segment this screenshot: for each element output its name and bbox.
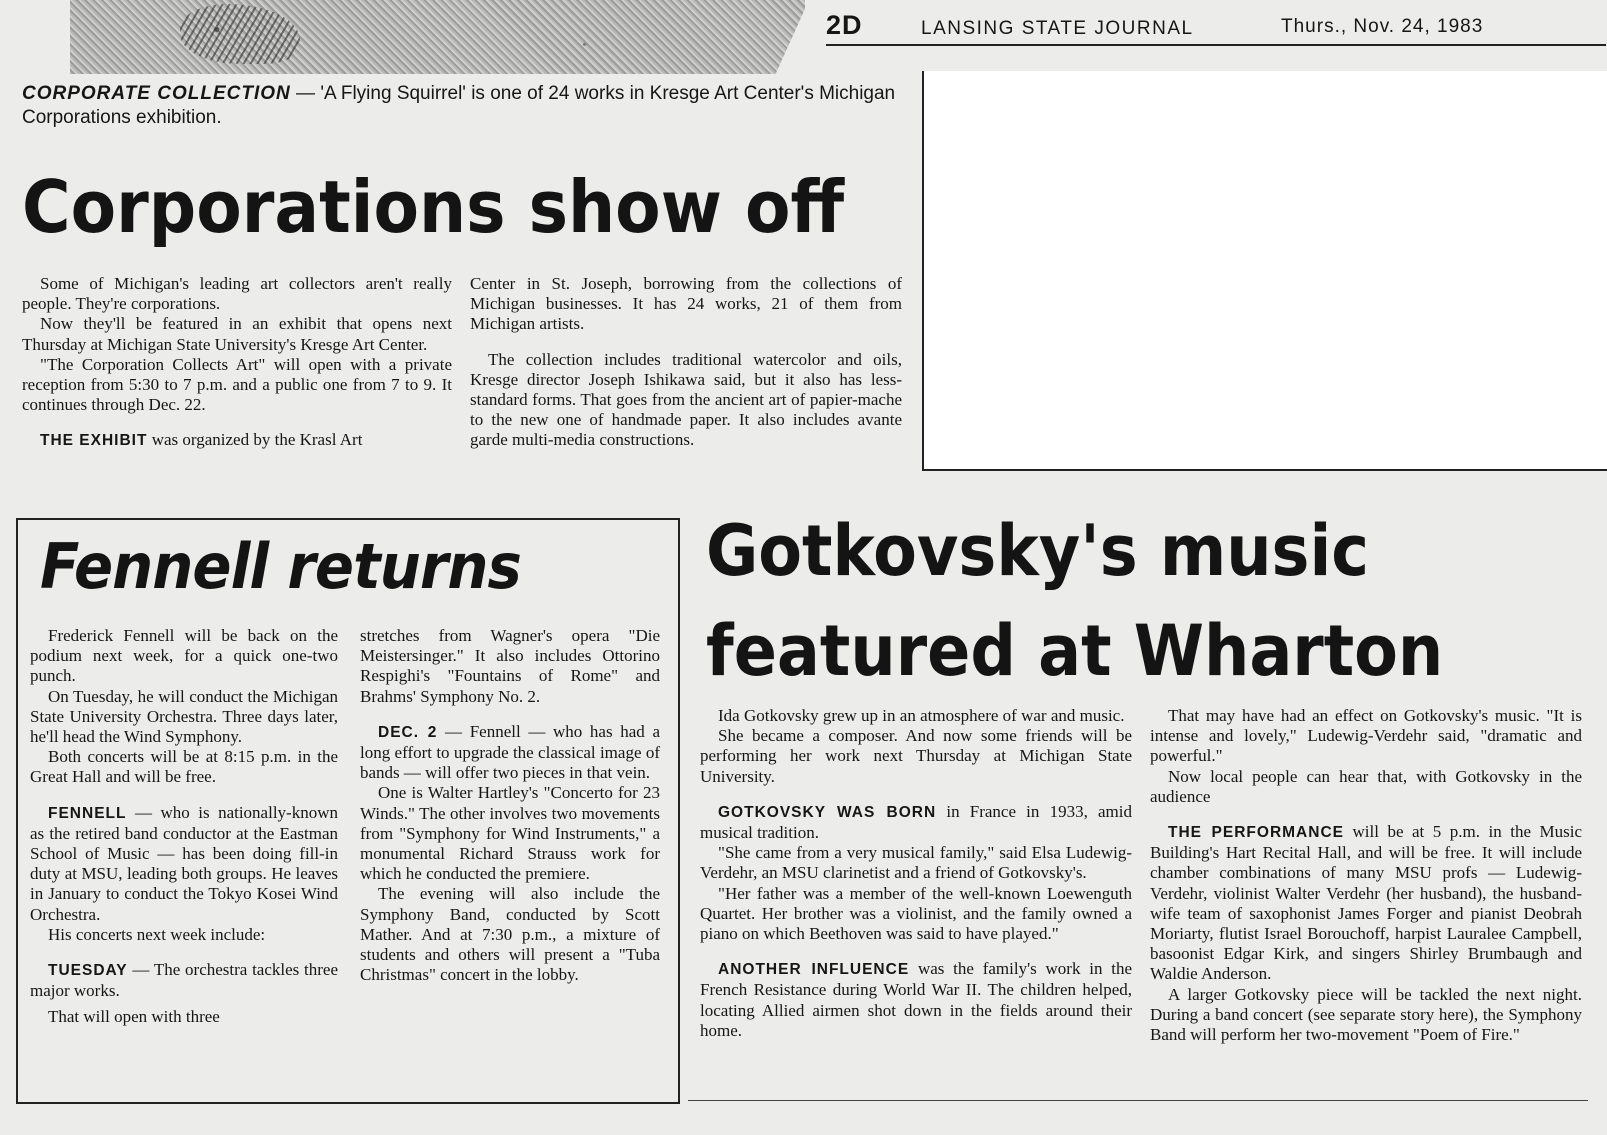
paragraph-text: was organized by the Krasl Art [147,430,363,450]
issue-date: Thurs., Nov. 24, 1983 [1281,16,1484,37]
gotkovsky-column-2 [1150,706,1582,1045]
gotkovsky-column-1 [700,706,1132,1041]
lead-in: THE EXHIBIT [40,432,148,450]
paragraph: "She came from a very musical family," said Elsa Ludewig-Verdehr, an MSU clarinetist and a friend of Gotkovsky's. [700,843,1132,883]
paragraph: His concerts next week include: [48,924,266,944]
paragraph: Frederick Fennell will be back on the podium next week, for a quick one-two punch. [30,626,338,686]
paragraph: "The Corporation Collects Art" will open with a private reception from 5:30 to 7 p.m. and a public one from 7 to 9. It continues through Dec. 22. [22,354,452,415]
paragraph: The evening will also include the Symphony Band, conducted by Scott Mather. And at 7:30 p.m., a mixture of students and others will present a "Tuba Christmas" concert in the lobby. [360,884,660,985]
paragraph [30,803,338,925]
headline-fennell: Fennell returns [40,530,521,603]
bottom-rule [688,1100,1588,1101]
paragraph: She became a composer. And now some friends will be performing her work next Thursday at Michigan State University. [700,726,1132,786]
paragraph: The collection includes traditional watercolor and oils, Kresge director Joseph Ishikawa said, but it also has less-standard forms. That goes from the ancient art of papier-mache to the new one of handmade paper. It also includes avante garde multi-media constructions. [470,349,902,450]
paragraph: Some of Michigan's leading art collectors aren't really people. They're corporations. [22,274,452,314]
paragraph [30,960,338,1001]
paragraph: That will open with three [48,1007,220,1027]
paragraph: stretches from Wagner's opera "Die Meistersinger." It also includes Ottorino Respighi's "Fountains of Rome" and Brahms' Symphony No. 2. [360,626,660,706]
corporations-column-1 [22,274,452,452]
paragraph-text: was the family's work in the French Resistance during World War II. The children helped, locating Allied airmen shot down in the fields around their home. [700,959,1132,1040]
headline-corporations: Corporations show off [22,165,845,249]
squirrel-artwork-icon [180,4,300,64]
paragraph: A larger Gotkovsky piece will be tackled the next night. During a band concert (see separate story here), the Symphony Band will perform her two-movement "Poem of Fire." [1150,984,1582,1045]
paragraph: "Her father was a member of the well-known Loewenguth Quartet. Her brother was a violinist, and the family owned a piano on which Beethoven was said to have played." [700,883,1132,944]
paragraph-text: — The orchestra tackles three major works. [30,960,338,1001]
headline-gotkovsky-line-2: featured at Wharton [706,610,1444,692]
paragraph: Ida Gotkovsky grew up in an atmosphere of war and music. [718,706,1125,725]
lead-in: THE PERFORMANCE [1168,824,1344,842]
photo-caption [22,82,902,130]
paragraph: That may have had an effect on Gotkovsky's music. "It is intense and lovely," Ludewig-Verdehr said, "dramatic and powerful." [1150,706,1582,766]
paragraph-text: in France in 1933, amid musical tradition. [700,801,1132,843]
lead-in: DEC. 2 [378,723,438,741]
paragraph [700,959,1132,1041]
caption-text: — 'A Flying Squirrel' is one of 24 works in Kresge Art Center's Michigan Corporations exhibition. [22,83,896,128]
fennell-column-1 [30,626,338,1028]
publication-name: LANSING STATE JOURNAL [921,18,1194,39]
lead-in: ANOTHER INFLUENCE [718,961,910,979]
fennell-column-2 [360,626,660,985]
paragraph [360,722,660,784]
paragraph-text: — who is nationally-known as the retired band conductor at the Eastman School of Music — has been doing fill-in duty at MSU, leading both groups. He leaves in January to conduct the Tokyo Kosei Wind Orchestra. [30,802,338,924]
paragraph: Now they'll be featured in an exhibit that opens next Thursday at Michigan State University's Kresge Art Center. [22,314,452,354]
paragraph: One is Walter Hartley's "Concerto for 23 Winds." The other involves two movements from "Symphony for Wind Instruments," a monumental Richard Strauss work for which he conducted the premiere. [360,783,660,884]
page-number: 2D [826,10,863,40]
lead-in: TUESDAY [48,962,128,980]
corporations-column-2 [470,274,902,451]
paragraph: Both concerts will be at 8:15 p.m. in the Great Hall and will be free. [30,747,338,787]
blank-area [922,71,1607,471]
paragraph-text: will be at 5 p.m. in the Music Building's Hart Recital Hall, and will be free. It will include chamber combinations of many MSU profs — Ludewig-Verdehr, violinist Walter Verdehr (her husband), the husband-wife team of saxophonist James Forger and pianist Deobrah Moriarty, flutist Israel Borouchoff, harpist Lauralee Campbell, basoonist Edgar Kirk, and singers Shirley Brumbaugh and Waldie Anderson. [1150,822,1582,984]
paragraph: Center in St. Joseph, borrowing from the collections of Michigan businesses. It has 24 works, 21 of them from Michigan artists. [470,274,902,334]
lead-in: GOTKOVSKY WAS BORN [718,803,937,821]
headline-gotkovsky-line-1: Gotkovsky's music [706,510,1370,592]
lead-in: FENNELL [48,804,127,822]
paragraph [700,802,1132,843]
masthead [826,10,1606,46]
caption-label: CORPORATE COLLECTION [22,83,291,104]
flying-squirrel-photo [70,0,805,74]
paragraph [1150,822,1582,985]
paragraph [22,430,452,451]
paragraph: Now local people can hear that, with Gotkovsky in the audience [1150,766,1582,806]
paragraph: On Tuesday, he will conduct the Michigan State University Orchestra. Three days later, he'll head the Wind Symphony. [30,686,338,747]
paragraph-text: — Fennell — who has had a long effort to upgrade the classical image of bands — will offer two pieces in that vein. [360,721,660,783]
